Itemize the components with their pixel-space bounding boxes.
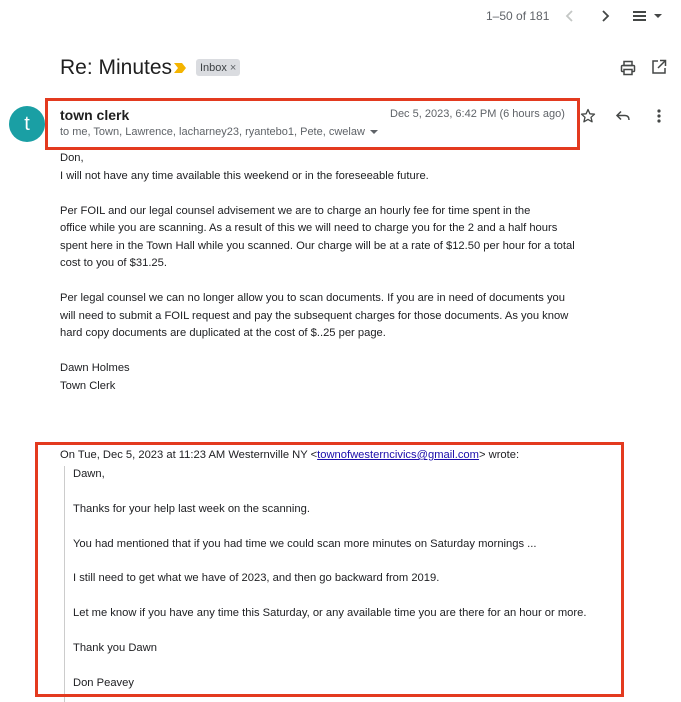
older-button[interactable] [561,7,579,25]
quote-line: Thanks for your help last week on the scanning. [73,503,310,515]
open-in-new-icon [651,59,667,75]
dropdown-icon[interactable] [369,128,379,136]
quote-line: I still need to get what we have of 2023, and then go backward from 2019. [73,572,440,584]
quote-line: You had mentioned that if you had time we could scan more minutes on Saturday mornings ... [73,538,537,550]
star-button[interactable] [579,107,597,125]
body-line: spent here in the Town Hall while you scanned. Our charge will be at a rate of $12.50 per hour for a total [60,239,575,252]
quote-line: Let me know if you have any time this Saturday, or any available time you are there for an hour or more. [73,607,587,619]
newer-button[interactable] [596,7,614,25]
sender-name[interactable]: town clerk [60,107,130,123]
reply-icon [615,108,631,124]
quote-attribution-suffix: > wrote: [478,449,520,461]
chevron-right-icon [598,9,612,23]
body-line: I will not have any time available this weekend or in the foreseeable future. [60,169,429,182]
annotation-box-header [45,98,580,150]
quote-line: Thank you Dawn [73,642,157,654]
inbox-label-text: Inbox [200,61,227,74]
signature-title: Town Clerk [60,379,116,392]
more-vert-icon [656,108,662,124]
recipients-text: to me, Town, Lawrence, lacharney23, ryantebo1, Pete, cwelaw [60,126,365,138]
reply-button[interactable] [614,107,632,125]
body-line: cost to you of $31.25. [60,257,167,269]
email-subject: Re: Minutes [60,56,173,79]
body-line: Per FOIL and our legal counsel advisement we are to charge an hourly fee for time spent in the [60,204,531,217]
print-icon [620,60,636,76]
star-icon [580,108,596,124]
signature-name: Dawn Holmes [60,362,130,374]
important-marker-icon[interactable] [173,61,187,73]
quote-line: Dawn, [73,468,105,480]
body-line: will need to submit a FOIL request and pay the subsequent charges for those documents. As you know [60,309,569,322]
body-greeting: Don, [60,152,84,164]
email-date: Dec 5, 2023, 6:42 PM (6 hours ago) [390,108,565,120]
email-body [60,150,620,395]
quote-attribution-prefix: On Tue, Dec 5, 2023 at 11:23 AM Westernville NY < [60,449,318,461]
quote-email-link[interactable]: townofwesterncivics@gmail.com [317,449,479,461]
chevron-left-icon [563,9,577,23]
print-all-button[interactable] [619,59,637,77]
remove-label-icon[interactable]: × [229,61,237,74]
body-line: hard copy documents are duplicated at the cost of $..25 per page. [60,327,386,339]
recipients-line[interactable] [60,126,379,138]
body-line: Per legal counsel we can no longer allow you to scan documents. If you are in need of documents you [60,292,565,304]
pager-count: 1–50 of 181 [486,9,550,23]
quoted-message [64,466,632,702]
quote-attribution [60,449,519,461]
view-toggle-button[interactable] [630,7,664,25]
inbox-label-chip[interactable] [196,59,240,76]
open-new-window-button[interactable] [651,59,667,75]
view-list-icon [630,9,664,23]
sender-avatar[interactable]: t [9,106,45,142]
more-options-button[interactable] [650,107,668,125]
body-line: office while you are scanning. As a result of this we will need to charge you for the 2 and a half hours [60,222,558,234]
quote-line: Don Peavey [73,677,134,689]
